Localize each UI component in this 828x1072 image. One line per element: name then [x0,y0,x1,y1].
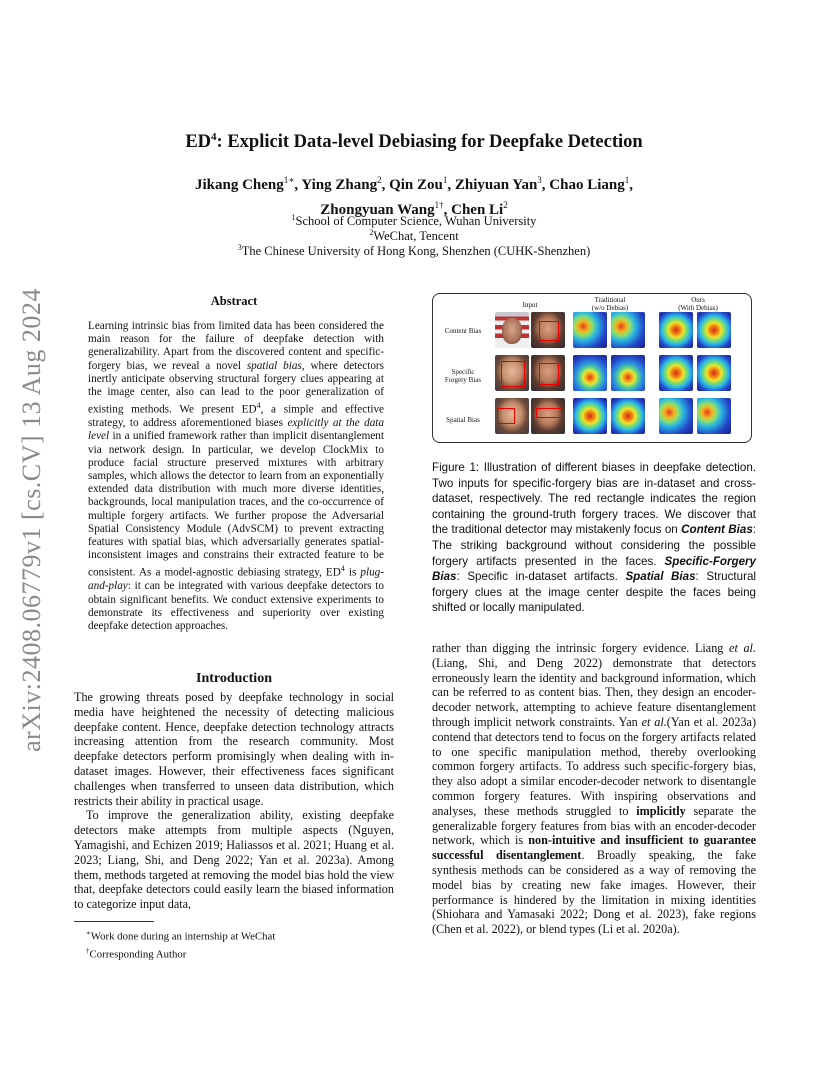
footnote-rule [74,921,154,922]
heatmap-traditional [611,398,645,434]
author: Jikang Cheng$^{1∗}$, [195,175,302,193]
input-image-face [531,398,565,434]
heatmap-ours [697,355,731,391]
affiliation: $^3$The Chinese University of Hong Kong, Shenzhen (CUHK-Shenzhen) [237,243,591,259]
figure-row-spatial-bias: Spatial Bias [446,416,480,424]
arxiv-identifier: arXiv:2408.06779v1 [cs.CV] 13 Aug 2024 [17,288,46,752]
author: Zhongyuan Wang$^{1\dagger}$, [320,200,452,218]
affiliation: $^2$WeChat, Tencent [369,228,459,244]
author: Chen Li$^2$ [451,200,508,218]
affiliation: $^1$School of Computer Science, Wuhan University [291,213,537,229]
paragraph: The growing threats posed by deepfake technology in social media have heightened the necessity of detecting malicious deepfake content. Hence, deepfake detection technology attracts increasing attention from the research community. Most deepfake detectors perform promisingly when dealing with in-dataset images. However, their effectiveness faces significant challenges when transferred to unseen data distribution, which restricts their ability in practical usage. [74,690,394,808]
author: Zhiyuan Yan$^3$, [454,175,550,193]
input-image-face [495,398,529,434]
paper-title [0,131,828,153]
abstract-body: Learning intrinsic bias from limited data has been considered the main reason for the failure of deepfake detection with generalizability. Apart from the discovered content and specific-forgery bias, we reveal a novel spatial bias, where detectors inertly anticipate observing structural forgery clues appearing at the image center, also can lead to the poor generalization of existing methods. We present $ED^4$, a simple and effective strategy, to address aforementioned biases explicitly at the data level in a unified framework rather than implicit disentanglement via network design. In particular, we develop ClockMix to produce facial structure preserved mixtures with arbitrary samples, which allows the detector to learn from an exponentially extended data distribution with much more diverse identities, backgrounds, local manipulation traces, and the co-occurrence of multiple forgery artifacts. We further propose the Adversarial Spatial Consistency Module (AdvSCM) to prevent extracting features with spatial bias, which adversarially generates spatial-inconsistent images and constrains their extracted feature to be consistent. As a model-agnostic debiasing strategy, $ED^4$ is plug-and-play: it can be integrated with various deepfake detectors to obtain significant benefits. We conduct extensive experiments to demonstrate its effectiveness and superiority over existing deepfake detection approaches. [88,320,385,632]
abstract-heading: Abstract [210,294,258,308]
figure-col-traditional: Traditional (w/o Debias) [591,296,629,312]
heatmap-ours [697,398,731,434]
heatmap-traditional [573,355,607,391]
heatmap-traditional [611,312,645,348]
figure-row-specific-forgery-bias: Specific Forgery Bias [444,368,482,384]
section-heading-introduction: Introduction [196,671,272,686]
heatmap-traditional [573,312,607,348]
right-column-body: rather than digging the intrinsic forgery evidence. Liang et al.(Liang, Shi, and Deng 2022) demonstrate that detectors erroneously learn the identity and background information, which can be referred to as content bias. Then, they design an encoder-decoder network, attempting to achieve feature disentanglement through implicit network constraints. Yan et al.(Yan et al. 2023a) contend that detectors tend to focus on the forgery artifacts related to one specific manipulation method, thereby overlooking common forgery artifacts. To address such specific-forgery bias, they also adopt a similar encoder-decoder network to disentangle common forgery features. With inspiring observations and analyses, these methods struggled to implicitly separate the generalizable forgery features from bias with an encoder-decoder network, which is non-intuitive and insufficient to guarantee successful disentanglement. Broadly speaking, the fake synthesis methods can be considered as a way of removing the model bias by creating new fake images. However, their performance is hindered by the limitation in mixing identities (Shiohara and Yamasaki 2022; Dong et al. 2023), fake regions (Chen et al. 2022), or blend types (Li et al. 2020a). [432,641,757,937]
author: Qin Zou$^1$, [389,175,455,193]
arxiv-stamp [10,280,54,760]
input-image-face [531,355,565,391]
input-image-face [495,355,529,391]
title-part: : Explicit Data-level Debiasing for Deepfake Detection [216,132,643,153]
input-image-face [531,312,565,348]
author: Chao Liang$^1$, [549,175,633,193]
footnote: †Corresponding Author [86,946,187,961]
paragraph: To improve the generalization ability, existing deepfake detectors make attempts from multiple aspects (Nguyen, Yamagishi, and Echizen 2019; Haliassos et al. 2021; Huang et al. 2023; Liang, Shi, and Deng 2022; Yan et al. 2023a). Among them, methods targeted at removing the model bias hold the view that, deepfake detectors could easily learn the biased information to categorize input data, [74,808,394,912]
footnotes [86,926,275,961]
author: Ying Zhang$^2$, [301,175,390,193]
heatmap-ours [659,355,693,391]
figure-row-content-bias: Content Bias [444,327,482,335]
introduction-body [74,690,394,912]
heatmap-ours [659,398,693,434]
title-part: ED [185,132,212,153]
heatmap-traditional [573,398,607,434]
figure-1-caption: Figure 1: Illustration of different biases in deepfake detection. Two inputs for specific-forgery bias are in-dataset and cross-dataset, respectively. The red rectangle indicates the region containing the ground-truth forgery traces. We discover that the traditional detector may mistakenly focus on Content Bias: The striking background without considering the possible forgery artifacts presented in the faces. Specific-Forgery Bias: Specific in-dataset artifacts. Spatial Bias: Structural forgery clues at the image center despite the faces being shifted or locally manipulated. [432,461,757,615]
heatmap-ours [697,312,731,348]
footnote: ∗Work done during an internship at WeChat [86,929,276,943]
heatmap-ours [659,312,693,348]
figure-col-input: Input [522,301,538,309]
figure-col-ours: Ours (With Debias) [678,296,718,312]
figure-1 [432,293,752,443]
heatmap-traditional [611,355,645,391]
title-sup: 4 [211,131,217,143]
input-image-flag-face [495,312,529,348]
